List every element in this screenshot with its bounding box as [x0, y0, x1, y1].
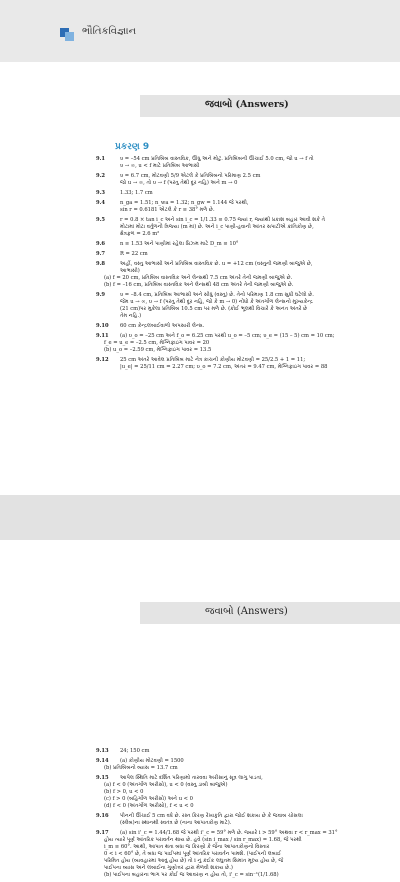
answer-subpart: i_m ≅ 60°. આથી, આપાત થતા બધા જ કિરણો કે જેના આપાતકોણનો વિસ્તાર [104, 844, 270, 850]
answer-text: n_ga = 1.51; n_wa = 1.32; n_gw = 1.144 જે પરથી, [120, 200, 249, 206]
chapter-heading: પ્રકરણ 9 [115, 142, 150, 152]
answer-number: 9.3 [96, 190, 106, 196]
answer-text: |u_e| = 25/11 cm = 2.27 cm; υ_o = 7.2 cm, અંતર = 9.47 cm, મેગ્નિફાઇંગ પાવર = 88 [120, 364, 328, 370]
answer-number: 9.15 [96, 775, 109, 781]
answer-number: 9.9 [96, 292, 106, 298]
answer-number: 9.12 [96, 357, 109, 363]
page-two [0, 540, 400, 878]
answer-item [96, 323, 396, 330]
answer-item [96, 217, 396, 238]
answer-subpart: (a) f < 0 (અંતર્ગોળ અરીસો), u < 0 (વસ્તુ ડાબી બાજુએ) [104, 782, 228, 788]
answer-text: તેમ નહિ.) [120, 313, 142, 319]
answer-text: જેમ u → ∞, υ → f (પરંતુ તેથી દૂર નહિ, જો કે m → 0) નોંધો કે અંતર્ગોળ લેન્સનો મુખ્યકેન્દ્ર [120, 299, 313, 305]
answer-item [96, 241, 396, 248]
answer-subpart: પરિમિત હોય (વ્યવહારમાં આવું હોય છે) તો i નું કંઈક લઘુત્તમ સિમાંત મૂલ્ય હોય છે, જે [104, 858, 284, 864]
answer-text: પીનની ઊંચાઈ 5 cm વધે છે. રસ્ત કિરણ રેખાકૃતિ દ્વારા જોઈ શકાય છે કે જવાબ ચોસલા [120, 813, 303, 819]
answer-item [96, 357, 396, 371]
answer-text: υ = 6.7 cm, મોટવણી 5/9 એટલે કે પ્રતિબિંબનો પરિમાણ 2.5 cm [120, 173, 261, 179]
book-logo-icon [60, 28, 74, 40]
answer-text: υ = –54 cm પ્રતિબિંબ વાસ્તવિક, ઊંધુ અને મોટું. પ્રતિબિંબની ઊંચાઈ 5.0 cm, જો u → f તો [120, 156, 314, 162]
answer-subpart: f_e = u_e = –2.5 cm, મેગ્નિફાઇંગ પાવર = 20 [104, 340, 210, 346]
answer-item [96, 251, 396, 258]
answer-number: 9.14 [96, 758, 109, 764]
answer-subpart: 0 < i < 60° છે, તે બધા જ પાઈપમાં પૂર્ણ આંતરિક પરાવર્તન પામશે. (પાઈપની લંબાઈ [104, 851, 282, 857]
answer-number: 9.2 [96, 173, 106, 179]
answer-item [96, 758, 396, 772]
answer-number: 9.1 [96, 156, 106, 162]
answers-heading: જવાબો (Answers) [205, 606, 288, 617]
answer-text: (a) sin i'_c = 1.44/1.68 જે પરથી i'_c = 59° મળે છે. જ્યારે i > 59° અથવા r < r_max = 31° [120, 830, 338, 836]
answer-item [96, 775, 396, 810]
answer-text: મોટામાં મોટા વર્તુળની ત્રિજ્યા (m માં) છે. અને i_c પાણી-હવાની આંતર સપાટીએ ક્રાંતિકોણ છે, [120, 224, 314, 230]
answer-number: 9.5 [96, 217, 106, 223]
answer-subpart: (b) f > 0, u < 0 [104, 789, 144, 795]
answer-item [96, 333, 396, 354]
answer-item [96, 156, 396, 170]
header-title: ભૌતિકવિજ્ઞાન [82, 26, 137, 37]
answer-subpart: (d) f < 0 (અંતર્ગોળ અરીસો), f < u < 0 [104, 803, 194, 809]
answer-number: 9.8 [96, 261, 106, 267]
answer-text: (21 cm)પર મુકેલા પ્રતિબિંબ 10.5 cm પર મળે છે. (કોઈ ભૂલથી વિચારે કે અનંત અંતરે છે [120, 306, 308, 312]
answer-text: R = 22 cm [120, 251, 148, 257]
answer-text: 60 cm કેન્દ્રલંબાઈવાળો અપસારી લેન્સ. [120, 323, 205, 329]
answer-number: 9.11 [96, 333, 109, 339]
answer-text: sin r = 0.6181 એટલે કે r ≅ 38° મળે છે. [120, 207, 215, 213]
answer-text: 25 cm અંતરે આવેલ પ્રતિબિંબ માટે નેત્ર કાચની કોણીય મોટવણી = 25/2.5 + 1 = 11; [120, 357, 306, 363]
answer-item [96, 261, 396, 289]
answer-subpart: હોય ત્યારે પૂર્ણ આંતરિક પરાવર્તન થાય છે. હવે (sin i_max / sin r_max) = 1.68, જે પરથી [104, 837, 302, 843]
answers-heading-bar [140, 95, 400, 117]
answer-text: અહીં, વસ્તુ આભાસી અને પ્રતિબિંબ વાસ્તવિક છે. u = +12 cm (વસ્તુની જમણી બાજુએ છે, [120, 261, 313, 267]
answer-text: (સ્લેબ)ના સ્થાનથી સ્વતંત્ર છે (નાના આપાતકોણ માટે). [120, 820, 232, 826]
answer-number: 9.10 [96, 323, 109, 329]
answer-text: 24; 150 cm [120, 748, 150, 754]
answer-text: (a) કોણીય મોટવણી = 1500 [120, 758, 184, 764]
answer-text: આભાસી) [120, 268, 140, 274]
answer-item [96, 830, 396, 879]
answer-list [96, 156, 396, 374]
answer-subpart: (a) f = 20 cm, પ્રતિબિંબ વાસ્તવિક અને લેન્સથી 7.5 cm અંતરે તેની જમણી બાજુએ છે. [104, 275, 293, 281]
answer-text: r = 0.8 × tan i_c અને sin i_c = 1/1.33 ≅ 0.75 જ્યાં r, જ્યાંથી પ્રકાશ બહાર આવી શકે તે [120, 217, 326, 223]
answer-subpart: (b) પાઈપના બહારના ભાગ પર કોઈ જ આવરણ ન હોય તો, i'_c = sin⁻¹(1/1.68) [104, 872, 279, 878]
answer-number: 9.17 [96, 830, 109, 836]
answers-heading: જવાબો (Answers) [205, 99, 289, 110]
answer-number: 9.6 [96, 241, 106, 247]
answer-number: 9.4 [96, 200, 106, 206]
answer-number: 9.16 [96, 813, 109, 819]
answer-subpart: (c) f > 0 (બહિર્ગોળ અરીસો) અને u < 0 [104, 796, 193, 802]
answer-subpart: (b) પ્રતિબિંબનો વ્યાસ = 13.7 cm [104, 765, 178, 771]
answer-text: જો u → ∞, તો υ → f (પરંતુ તેથી દૂર નહિ) અને m → 0 [120, 180, 238, 186]
answer-item [96, 748, 396, 755]
answer-item [96, 200, 396, 214]
answer-text: υ → ∞, u < f માટે પ્રતિબિંબ આભાસી [120, 163, 200, 169]
answers-heading-bar [140, 602, 400, 624]
answer-number: 9.13 [96, 748, 109, 754]
answer-number: 9.7 [96, 251, 106, 257]
answer-item [96, 190, 396, 197]
answer-text: ક્ષેત્રફળ = 2.6 m² [120, 231, 160, 237]
answer-item [96, 173, 396, 187]
page-gap [0, 495, 400, 540]
answer-text: υ = –8.4 cm, પ્રતિબિંબ આભાસી અને સીધું (વસ્તુ) છે. તેનો પરિમાણ 1.8 cm સુધી ઘટેલો છે. [120, 292, 314, 298]
answer-text: આપેલ સ્થિતિ માટે દર્શિત પરિણામો તારવવા અરીસાનું સૂત્ર લાગુ પાડતાં, [120, 775, 263, 781]
answer-text: (a) υ_o = –25 cm અને f_o = 6.25 cm પરથી u_o = –5 cm; υ_e = (15 – 5) cm = 10 cm; [120, 333, 335, 339]
header-band [0, 0, 400, 62]
answer-list [96, 748, 396, 882]
answer-text: 1.33; 1.7 cm [120, 190, 153, 196]
answer-subpart: પાઈપના વ્યાસ અને લંબાઈના ગુણોત્તર દ્વારા મેળવી શકાય છે.) [104, 865, 233, 871]
answer-item [96, 292, 396, 320]
answer-subpart: (b) u_o = –2.59 cm, મેગ્નિફાઇંગ પાવર = 13.5 [104, 347, 212, 353]
answer-item [96, 813, 396, 827]
answer-subpart: (b) f = –16 cm, પ્રતિબિંબ વાસ્તવિક અને લેન્સથી 48 cm અંતરે તેની જમણી બાજુએ છે. [104, 282, 294, 288]
answer-text: n ≅ 1.53 અને પાણીમાં રહેલા પ્રિઝ્મ માટે D_m ≅ 10° [120, 241, 239, 247]
